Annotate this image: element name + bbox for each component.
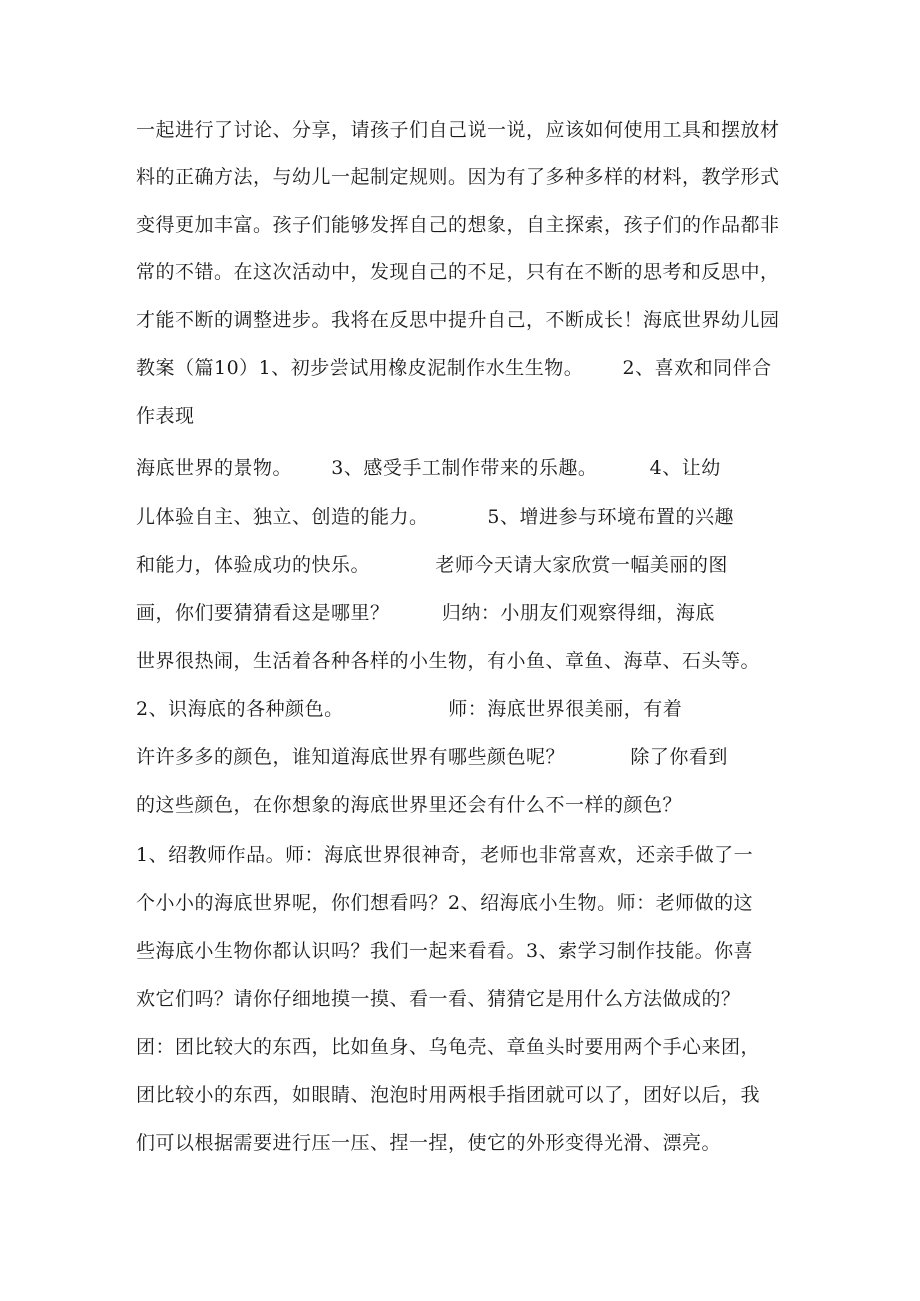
text-line: 的这些颜色，在你想象的海底世界里还会有什么不一样的颜色？ (136, 794, 683, 816)
text-line: 欢它们吗？请你仔细地摸一摸、看一看、猜猜它是用什么方法做成的？ (136, 988, 741, 1010)
text-line: 世界很热闹，生活着各种各样的小生物，有小鱼、章鱼、海草、石头等。 (136, 650, 761, 672)
text-line: 料的正确方法，与幼儿一起制定规则。因为有了多种多样的材料，教学形式 (136, 166, 780, 188)
text-line: 和能力，体验成功的快乐。 老师今天请大家欣赏一幅美丽的图 (136, 554, 728, 576)
text-line: 团比较小的东西，如眼睛、泡泡时用两根手指团就可以了，团好以后，我 (136, 1084, 761, 1106)
text-line: 画，你们要猜猜看这是哪里？ 归纳：小朋友们观察得细，海底 (136, 602, 715, 624)
text-line: 教案（篇10）1、初步尝试用橡皮泥制作水生生物。 2、喜欢和同伴合 (136, 357, 772, 379)
text-line: 许许多多的颜色，谁知道海底世界有哪些颜色呢？ 除了你看到 (136, 746, 728, 768)
text-line: 作表现 (136, 405, 195, 427)
text-line: 个小小的海底世界呢，你们想看吗？2、绍海底小生物。师：老师做的这 (136, 892, 754, 914)
text-line: 一起进行了讨论、分享，请孩子们自己说一说，应该如何使用工具和摆放材 (136, 119, 780, 141)
text-line: 海底世界的景物。 3、感受手工制作带来的乐趣。 4、让幼 (136, 457, 721, 479)
text-line: 2、识海底的各种颜色。 师：海底世界很美丽，有着 (136, 698, 683, 720)
text-line: 变得更加丰富。孩子们能够发挥自己的想象，自主探索，孩子们的作品都非 (136, 214, 780, 236)
text-line: 1、绍教师作品。师：海底世界很神奇，老师也非常喜欢，还亲手做了一 (136, 844, 754, 866)
text-line: 才能不断的调整进步。我将在反思中提升自己，不断成长！海底世界幼儿园 (136, 309, 780, 331)
text-line: 儿体验自主、独立、创造的能力。 5、增进参与环境布置的兴趣 (136, 506, 734, 528)
text-line: 些海底小生物你都认识吗？我们一起来看看。3、索学习制作技能。你喜 (136, 940, 754, 962)
text-line: 们可以根据需要进行压一压、捏一捏，使它的外形变得光滑、漂亮。 (136, 1132, 722, 1154)
text-line: 常的不错。在这次活动中，发现自己的不足，只有在不断的思考和反思中， (136, 261, 780, 283)
text-line: 团：团比较大的东西，比如鱼身、乌龟壳、章鱼头时要用两个手心来团， (136, 1036, 761, 1058)
